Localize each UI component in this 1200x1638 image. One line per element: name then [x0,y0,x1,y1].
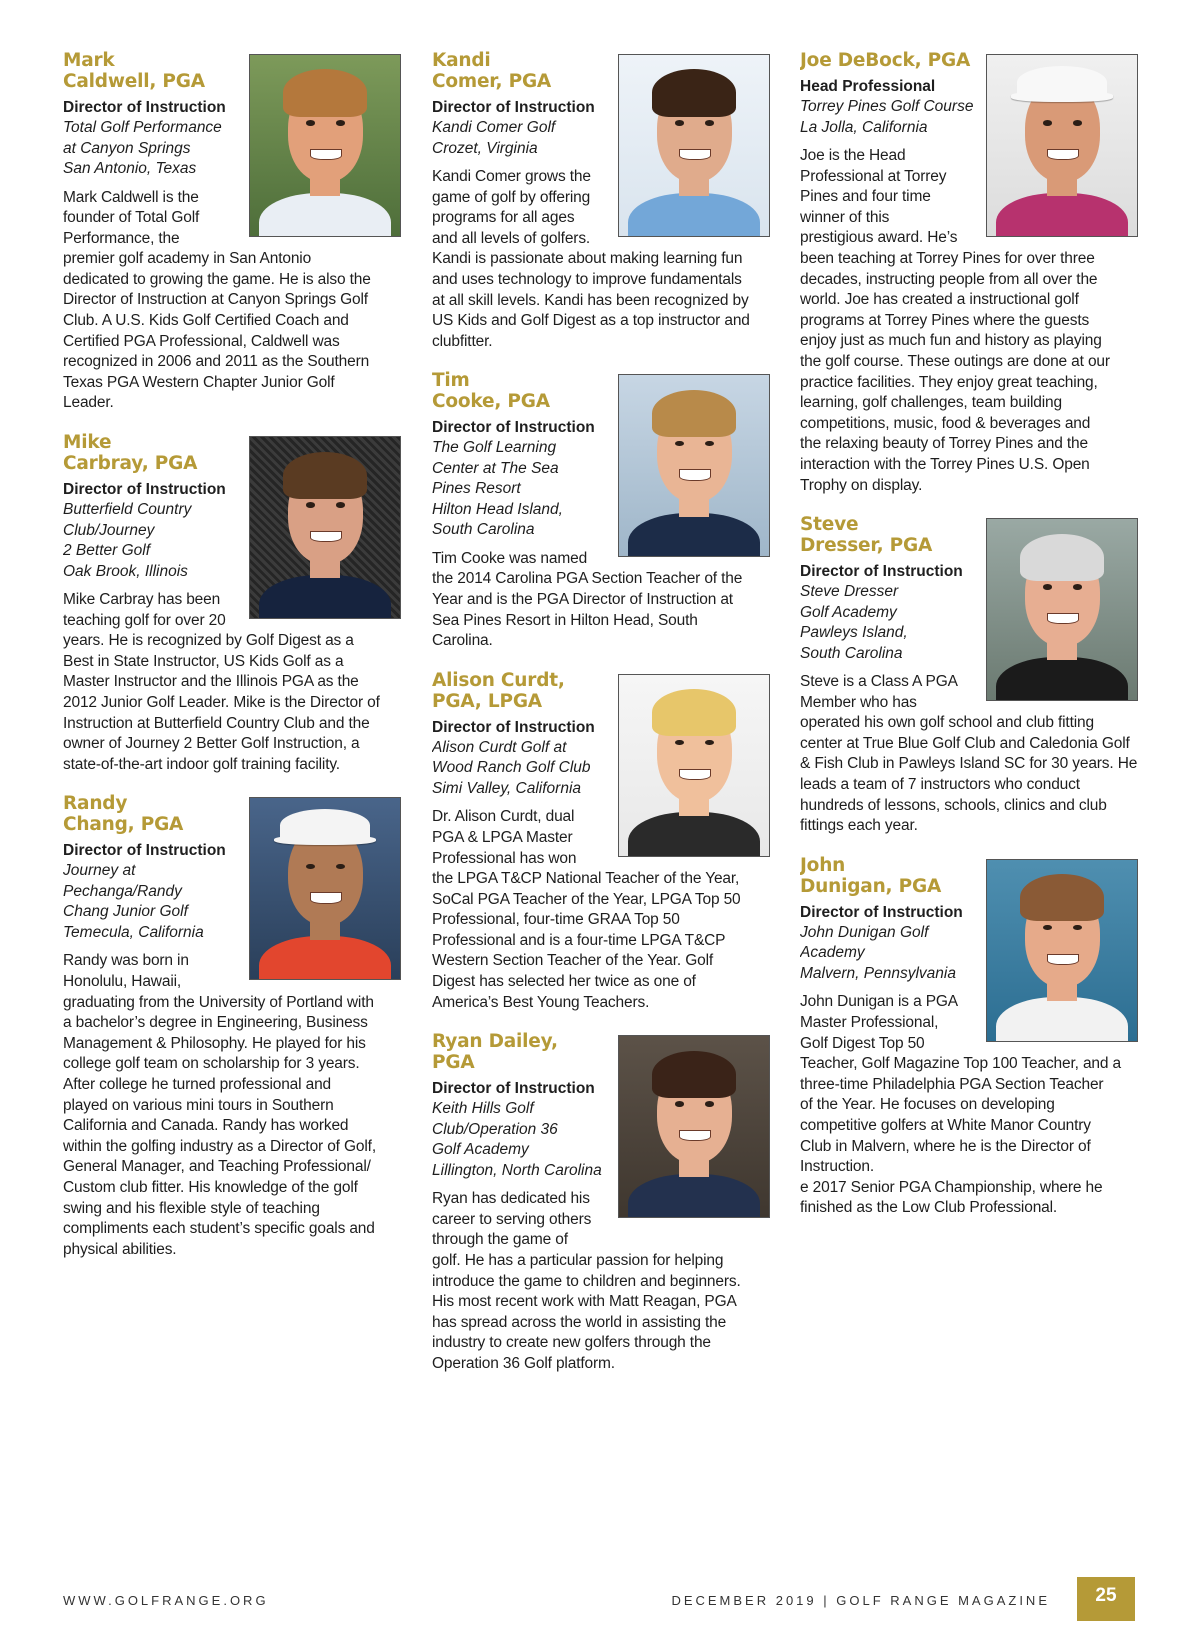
bio-line: career to serving others [432,1210,592,1228]
bio-line: Steve is a Class A PGA [800,673,958,691]
bio-line: Digest has selected her twice as one of [432,973,696,991]
bio-line: college golf team on scholarship for 3 years. [63,1055,360,1073]
photo-eye [1043,584,1052,589]
bio-line: Master Professional, [800,1013,939,1031]
bio-line: Professional, four-time GRAA Top 50 [432,911,680,929]
bio-line: recognized in 2006 and 2011 as the Southern [63,353,370,371]
bio-line: Tim Cooke was named [432,549,588,567]
photo-eye [705,740,714,745]
photo-eye [705,1101,714,1106]
instructor-role: Director of Instruction [432,1080,595,1098]
bio-line: His most recent work with Matt Reagan, PGA [432,1293,737,1311]
photo-smile [1047,613,1079,624]
instructor-role: Director of Instruction [432,419,595,437]
organization-line: Pechanga/Randy [63,882,182,900]
photo-shirt [259,936,391,980]
instructor-role: Director of Instruction [63,842,226,860]
bio-line: Western Section Teacher of the Year. Golf [432,952,714,970]
bio-line: introduce the game to children and beginners. [432,1272,741,1290]
bio-line: the golf course. These outings are done at our [800,352,1110,370]
bio-line: owner of Journey 2 Better Golf Instruction, a [63,735,360,753]
bio-line: Operation 36 Golf platform. [432,1355,615,1372]
instructor-profile [800,855,1138,1219]
bio-line: Professional at Torrey [800,167,947,185]
photo-smile [679,469,711,480]
photo-cap-brim [1011,91,1113,102]
bio-line: played on various mini tours in Southern [63,1096,334,1114]
instructor-bio [63,951,401,1260]
instructor-photo [249,54,401,237]
bio-line: fittings each year. [800,817,918,835]
photo-eye [1043,120,1052,125]
bio-line: Instruction at Butterfield Country Club and the [63,714,370,732]
instructor-profile [432,370,770,651]
photo-hair [1020,874,1104,921]
organization-line: Club/Journey [63,521,155,539]
bio-line: world. Joe has created a instructional golf [800,291,1079,309]
bio-line: clubfitter. [432,332,493,350]
organization-line: Lillington, North Carolina [432,1161,602,1179]
organization-line: Hilton Head Island, [432,500,563,518]
photo-eye [705,120,714,125]
instructor-name-line: Joe DeBock, PGA [800,50,971,71]
column-left [63,50,401,1278]
instructor-name-line: Dresser, PGA [800,535,933,557]
bio-line: General Manager, and Teaching Professional/ [63,1158,371,1176]
bio-line: Management & Philosophy. He played for his [63,1034,366,1052]
instructor-role: Head Professional [800,78,936,95]
instructor-photo [618,374,770,557]
organization-line: The Golf Learning [432,439,557,457]
bio-line: Kandi is passionate about making learning fun [432,250,743,268]
organization-line: San Antonio, Texas [63,160,197,177]
bio-line: learning, golf challenges, team building [800,394,1062,412]
bio-line: prestigious award. He’s [800,229,958,247]
organization-line: Center at The Sea [432,459,559,477]
bio-line: California and Canada. Randy has worked [63,1117,349,1135]
photo-hair [652,69,736,116]
photo-hair [1020,534,1104,581]
instructor-name-line: Randy [63,793,128,815]
bio-line: Director of Instruction at Canyon Springs Golf [63,291,368,309]
bio-line: Texas PGA Western Chapter Junior Golf [63,373,335,391]
bio-line: After college he turned professional and [63,1075,332,1093]
instructor-name-line: Carbray, PGA [63,453,198,475]
instructor-role: Director of Instruction [800,903,963,921]
organization-line: 2 Better Golf [63,542,151,560]
instructor-photo [618,1035,770,1218]
organization-line: Club/Operation 36 [432,1120,558,1138]
organization-line: John Dunigan Golf [800,923,929,941]
bio-line: operated his own golf school and club fitting [800,714,1094,732]
photo-shirt [628,1174,760,1218]
organization-line: Golf Academy [800,603,897,621]
instructor-name-line: Caldwell, PGA [63,71,205,92]
bio-line: and uses technology to improve fundamentals [432,270,742,288]
bio-line: Golf Digest Top 50 [800,1034,925,1052]
photo-smile [679,149,711,160]
bio-line: e 2017 Senior PGA Championship, where he [800,1178,1103,1196]
photo-eye [1073,584,1082,589]
bio-line: Teacher, Golf Magazine Top 100 Teacher, and a [800,1055,1121,1073]
organization-line: La Jolla, California [800,118,928,136]
bio-line: Randy was born in [63,952,189,970]
instructor-name-line: Comer, PGA [432,71,552,92]
bio-line: within the golfing industry as a Director of Golf, [63,1137,376,1155]
instructor-name-line: Tim [432,370,470,392]
bio-line: golf. He has a particular passion for helping [432,1252,724,1270]
bio-line: graduating from the University of Portland with [63,993,374,1011]
instructor-name-line: Mike [63,432,112,454]
bio-line: competitions, music, food & beverages and [800,414,1091,432]
photo-eye [1073,120,1082,125]
instructor-role: Director of Instruction [63,99,226,116]
column-middle [432,50,770,1393]
bio-line: Custom club fitter. His knowledge of the golf [63,1178,358,1196]
organization-line: Malvern, Pennsylvania [800,964,956,982]
bio-line: 2012 Junior Golf Leader. Mike is the Director of [63,694,380,711]
bio-line: Certified PGA Professional, Caldwell was [63,332,340,350]
instructor-role: Director of Instruction [800,563,963,581]
bio-line: Ryan has dedicated his [432,1190,590,1208]
organization-line: Torrey Pines Golf Course [800,98,974,115]
bio-line: practice facilities. They enjoy great teaching, [800,373,1098,391]
bio-line: programs for all ages [432,209,575,227]
bio-line: decades, instructing people from all over the [800,270,1098,288]
photo-shirt [628,812,760,856]
photo-eye [705,441,714,446]
instructor-name-line: Mark [63,50,115,71]
photo-shirt [996,997,1128,1041]
organization-line: Journey at [63,862,136,880]
bio-line: interaction with the Torrey Pines U.S. Open [800,455,1090,473]
instructor-name-line: PGA, LPGA [432,690,542,712]
photo-hair [652,1051,736,1098]
bio-line: teaching golf for over 20 [63,611,226,629]
organization-line: Simi Valley, California [432,779,582,797]
photo-eye [306,502,315,507]
photo-eye [306,120,315,125]
organization-line: Total Golf Performance [63,119,222,136]
instructor-name-line: Dunigan, PGA [800,875,942,897]
bio-line: Sea Pines Resort in Hilton Head, South [432,611,698,629]
bio-line: Year and is the PGA Director of Instruction at [432,591,733,609]
bio-line: hundreds of lessons, schools, clinics and club [800,796,1107,814]
bio-line: finished as the Low Club Professional. [800,1199,1058,1217]
instructor-photo [986,859,1138,1042]
bio-line: premier golf academy in San Antonio [63,250,312,268]
photo-smile [679,769,711,780]
bio-line: the relaxing beauty of Torrey Pines and the [800,435,1088,453]
organization-line: Pines Resort [432,480,521,498]
bio-line: Professional has won [432,849,577,867]
bio-line: has spread across the world in assisting the [432,1313,727,1331]
bio-line: Best in State Instructor, US Kids Golf as a [63,652,344,670]
bio-line: enjoy just as much fun and history as playing [800,332,1102,350]
instructor-profile [800,50,1138,496]
bio-line: leads a team of 7 instructors who conduct [800,776,1080,794]
photo-eye [675,1101,684,1106]
instructor-name-line: John [800,854,846,876]
bio-line: founder of Total Golf [63,209,200,227]
organization-line: Alison Curdt Golf at [432,738,567,756]
bio-line: America’s Best Young Teachers. [432,993,650,1011]
bio-line: programs at Torrey Pines where the guests [800,311,1090,329]
bio-line: PGA & LPGA Master [432,828,573,846]
photo-cap-brim [274,835,376,846]
bio-line: Professional and is a four-time LPGA T&CP [432,931,726,949]
bio-line: three-time Philadelphia PGA Section Teacher [800,1075,1104,1093]
bio-line: game of golf by offering [432,188,591,206]
bio-line: Club. A U.S. Kids Golf Certified Coach and [63,312,349,330]
bio-line: US Kids and Golf Digest as a top instructor and [432,312,750,330]
photo-smile [1047,149,1079,160]
bio-line: Member who has [800,693,917,711]
instructor-photo [986,518,1138,701]
instructor-photo [618,674,770,857]
photo-eye [675,740,684,745]
bio-line: Joe is the Head [800,147,906,164]
organization-line: South Carolina [800,644,903,662]
footer-website: WWW.GOLFRANGE.ORG [63,1593,269,1608]
bio-line: the LPGA T&CP National Teacher of the Year, [432,870,740,888]
instructor-profile [63,793,401,1260]
bio-line: state-of-the-art indoor golf training facility. [63,755,340,773]
bio-line: industry to create new golfers through the [432,1334,711,1352]
instructor-profile [432,1031,770,1374]
organization-line: Golf Academy [432,1141,529,1159]
photo-smile [679,1130,711,1141]
bio-line: physical abilities. [63,1240,177,1258]
instructor-photo [986,54,1138,237]
bio-line: Instruction. [800,1158,875,1176]
instructor-role: Director of Instruction [432,718,595,736]
instructor-photo [249,436,401,619]
bio-line: Mark Caldwell is the [63,188,199,206]
instructor-name-line: Cooke, PGA [432,391,550,413]
organization-line: Kandi Comer Golf [432,119,556,136]
bio-line: Master Instructor and the Illinois PGA as the [63,673,359,691]
photo-smile [310,892,342,903]
bio-line: Honolulu, Hawaii, [63,972,182,990]
bio-line: center at True Blue Golf Club and Caledonia Golf [800,734,1130,752]
instructor-profile [63,432,401,775]
page-number: 25 [1077,1577,1135,1621]
bio-line: Pines and four time [800,188,931,206]
organization-line: Keith Hills Golf [432,1100,534,1118]
instructor-bio [432,549,770,652]
instructor-name-line: Alison Curdt, [432,669,565,691]
instructor-name-line: Kandi [432,50,491,71]
organization-line: Crozet, Virginia [432,139,538,157]
instructor-profile [432,670,770,1013]
instructor-name-line: Ryan Dailey, PGA [432,1031,558,1074]
photo-hair [652,390,736,437]
bio-line: Leader. [63,394,114,412]
organization-line: at Canyon Springs [63,139,191,157]
photo-smile [310,149,342,160]
organization-line: Temecula, California [63,923,204,941]
bio-line: dedicated to growing the game. He is also the [63,270,371,288]
photo-eye [675,441,684,446]
bio-line: Mike Carbray has been [63,591,221,609]
bio-line: swing and his flexible style of teaching [63,1199,320,1217]
organization-line: Steve Dresser [800,583,899,601]
organization-line: Wood Ranch Golf Club [432,759,591,777]
instructor-profile [63,50,401,414]
bio-line: through the game of [432,1231,568,1249]
photo-shirt [628,513,760,557]
instructor-name-line: Steve [800,514,859,536]
organization-line: Pawleys Island, [800,624,908,642]
instructor-role: Director of Instruction [63,481,226,499]
organization-line: Oak Brook, Illinois [63,562,188,580]
bio-line: winner of this [800,208,890,226]
footer-issue: DECEMBER 2019 | GOLF RANGE MAGAZINE [671,1593,1050,1608]
instructor-photo [249,797,401,980]
photo-smile [1047,954,1079,965]
bio-line: John Dunigan is a PGA [800,993,958,1011]
photo-eye [336,120,345,125]
organization-line: South Carolina [432,521,535,539]
bio-line: Club in Malvern, where he is the Director of [800,1137,1091,1155]
bio-line: years. He is recognized by Golf Digest as a [63,632,354,650]
bio-line: at all skill levels. Kandi has been recognized by [432,291,749,309]
instructor-name-line: Chang, PGA [63,814,184,836]
photo-hair [283,452,367,499]
bio-line: Trophy on display. [800,476,923,494]
instructor-profile [432,50,770,352]
bio-line: & Fish Club in Pawleys Island SC for 30 years. He [800,755,1138,773]
photo-eye [675,120,684,125]
bio-line: Kandi Comer grows the [432,168,591,185]
bio-line: of the Year. He focuses on developing [800,1096,1055,1114]
instructor-photo [618,54,770,237]
organization-line: Academy [800,944,865,962]
bio-line: the 2014 Carolina PGA Section Teacher of the [432,570,743,588]
bio-line: and all levels of golfers. [432,229,591,247]
column-right [800,50,1138,1237]
bio-line: compliments each student’s specific goals and [63,1220,375,1238]
photo-hair [283,69,367,116]
instructor-role: Director of Instruction [432,99,595,116]
bio-line: competitive golfers at White Manor Country [800,1116,1091,1134]
photo-eye [336,864,345,869]
organization-line: Chang Junior Golf [63,903,188,921]
photo-hair [652,689,736,736]
bio-line: Carolina. [432,632,493,650]
bio-line: Performance, the [63,229,180,247]
instructor-profile [800,514,1138,837]
bio-line: Dr. Alison Curdt, dual [432,808,575,826]
photo-eye [306,864,315,869]
bio-line: been teaching at Torrey Pines for over three [800,249,1095,267]
photo-eye [336,502,345,507]
bio-line: SoCal PGA Teacher of the Year, LPGA Top 50 [432,890,741,908]
photo-smile [310,531,342,542]
bio-line: a bachelor’s degree in Engineering, Business [63,1014,368,1032]
organization-line: Butterfield Country [63,501,192,519]
